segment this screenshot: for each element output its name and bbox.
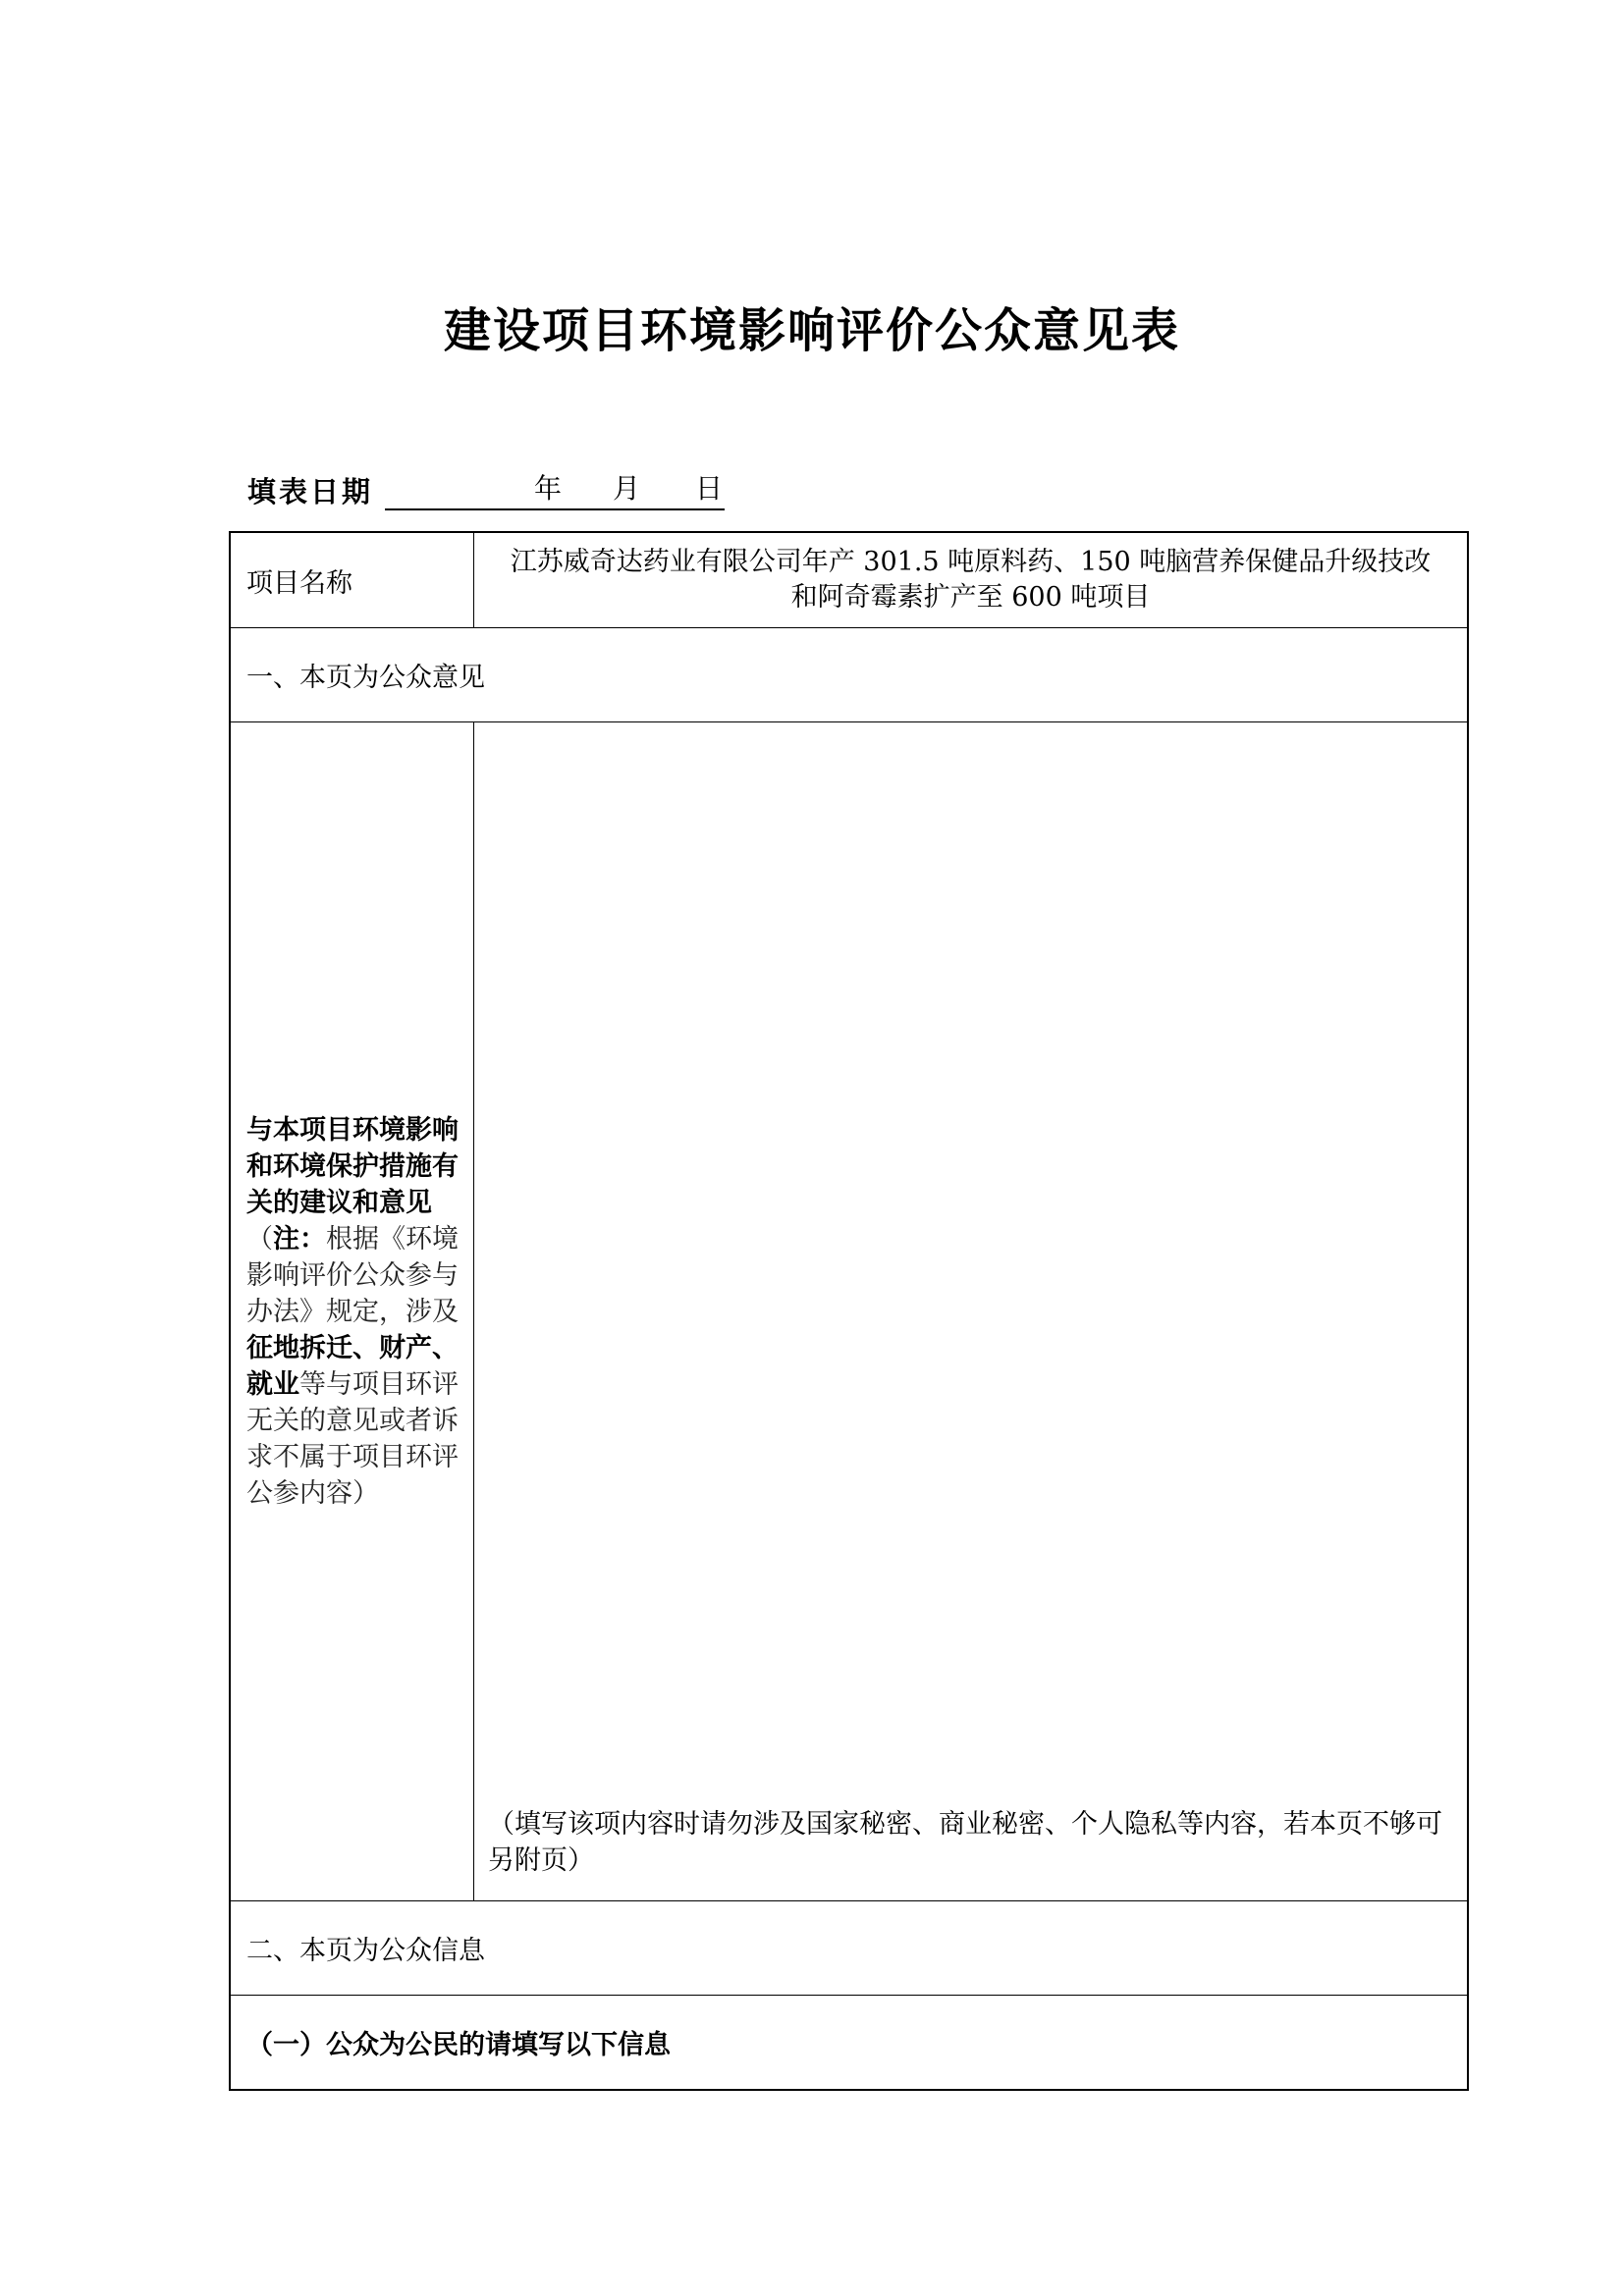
opinion-label: [246, 1112, 461, 1512]
project-name-label: 项目名称: [231, 533, 474, 627]
section-public-info-heading: 二、本页为公众信息: [231, 1901, 1467, 1996]
fill-date-line: [247, 467, 725, 510]
opinion-label-bold: 与本项目环境影响和环境保护措施有关的建议和意见: [246, 1114, 459, 1218]
project-name-line2: 和阿奇霉素扩产至 600 吨项目: [790, 582, 1151, 613]
opinion-label-cell: [231, 722, 474, 1900]
opinion-note-open: （: [246, 1223, 273, 1255]
section-public-opinion-heading: 一、本页为公众意见: [231, 628, 1467, 722]
opinion-note-text1: 根据《环境影响评价公众参与办法》规定，涉及: [246, 1223, 459, 1327]
opinion-input-area[interactable]: [474, 722, 1467, 1900]
opinion-note-bold1: 注：: [273, 1223, 326, 1255]
opinion-note-bold2: 征地拆迁、财产、就业: [246, 1332, 459, 1400]
form-title: 建设项目环境影响评价公众意见表: [443, 303, 1180, 358]
citizen-info-subheading: （一）公众为公民的请填写以下信息: [246, 2030, 671, 2060]
date-day-label: 日: [695, 472, 724, 505]
fill-date-label: 填表日期: [247, 475, 374, 508]
project-name-line1: 江苏威奇达药业有限公司年产 301.5 吨原料药、150 吨脑营养保健品升级技改: [510, 547, 1432, 577]
opinion-hint: （填写该项内容时请勿涉及国家秘密、商业秘密、个人隐私等内容，若本页不够可另附页）: [488, 1809, 1442, 1876]
project-name-row: [231, 533, 1467, 628]
date-year-label: 年: [534, 472, 563, 505]
opinion-row: [231, 722, 1467, 1901]
opinion-form-table: [229, 531, 1469, 2091]
fill-date-field[interactable]: [385, 471, 725, 510]
project-name-value: [474, 533, 1467, 627]
opinion-note-text2: 等与项目环评无关的意见或者诉求不属于项目环评公参内容）: [246, 1368, 459, 1509]
date-month-label: 月: [613, 472, 641, 505]
